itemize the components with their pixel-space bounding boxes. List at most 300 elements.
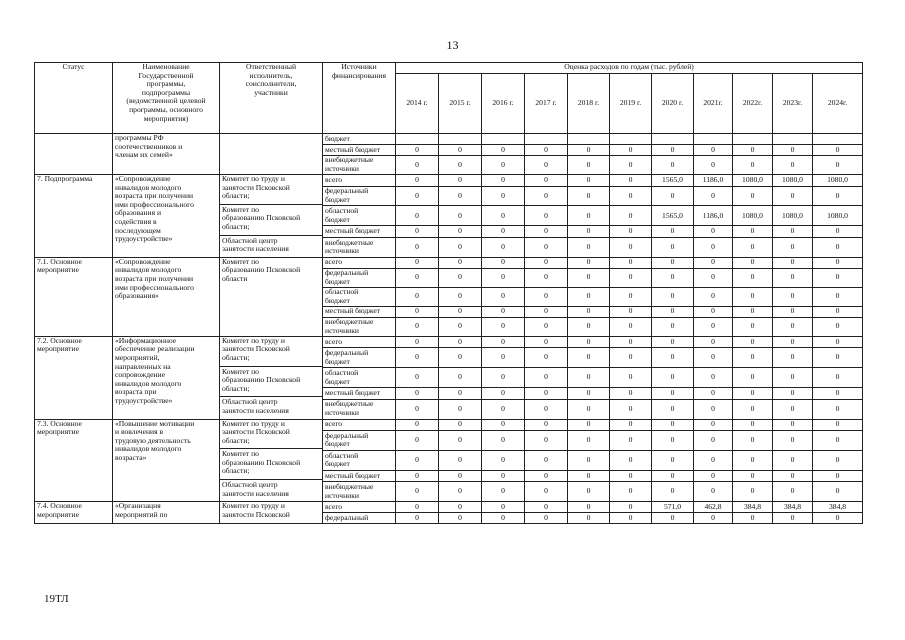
- value-cell: 0: [568, 348, 610, 368]
- value-cell: 0: [396, 431, 439, 451]
- value-cell: 0: [733, 368, 773, 388]
- value-cell: 0: [568, 268, 610, 287]
- value-cell: 0: [482, 348, 525, 368]
- value-cell: 0: [694, 237, 733, 257]
- value-cell: 0: [813, 257, 863, 268]
- value-cell: [482, 134, 525, 145]
- value-cell: 0: [396, 175, 439, 187]
- value-cell: 0: [773, 226, 813, 238]
- responsible-entity: Комитет по труду и занятости Псковской: [222, 501, 290, 519]
- status-cell: 7. Подпрограмма: [35, 175, 113, 258]
- value-cell: 0: [813, 186, 863, 206]
- header-year: 2018 г.: [568, 74, 610, 134]
- responsible-entity: Областной центр занятости населения: [220, 235, 322, 254]
- value-cell: 0: [813, 348, 863, 368]
- value-cell: 1080,0: [733, 206, 773, 226]
- responsible-entity: Комитет по образованию Псковской области;: [220, 366, 322, 394]
- value-cell: 0: [482, 431, 525, 451]
- value-cell: 0: [694, 336, 733, 348]
- value-cell: 0: [652, 388, 694, 400]
- value-cell: 0: [813, 388, 863, 400]
- value-cell: [733, 134, 773, 145]
- value-cell: 0: [568, 388, 610, 400]
- value-cell: 0: [773, 482, 813, 502]
- status-cell: 7.3. Основное мероприятие: [35, 419, 113, 502]
- value-cell: 0: [773, 186, 813, 206]
- value-cell: 0: [652, 513, 694, 524]
- funding-source-cell: областной бюджет: [323, 287, 396, 306]
- program-name-cell: «Сопровождение инвалидов молодого возраста при получении ими профессионального образования»: [113, 257, 220, 336]
- value-cell: 0: [482, 306, 525, 317]
- value-cell: 0: [694, 268, 733, 287]
- value-cell: 0: [733, 348, 773, 368]
- responsible-cell: [220, 336, 323, 419]
- value-cell: 0: [773, 145, 813, 156]
- value-cell: 0: [568, 336, 610, 348]
- value-cell: 0: [733, 257, 773, 268]
- value-cell: 0: [482, 156, 525, 175]
- value-cell: 1080,0: [813, 206, 863, 226]
- value-cell: 0: [610, 470, 652, 482]
- value-cell: 0: [652, 145, 694, 156]
- value-cell: 0: [525, 268, 568, 287]
- value-cell: 1080,0: [813, 175, 863, 187]
- expenditure-table: [34, 62, 863, 524]
- header-source: Источники финансирования: [323, 63, 396, 134]
- value-cell: 0: [525, 287, 568, 306]
- value-cell: 0: [733, 186, 773, 206]
- header-year: 2022г.: [733, 74, 773, 134]
- value-cell: 0: [652, 237, 694, 257]
- value-cell: 0: [652, 257, 694, 268]
- value-cell: 0: [652, 450, 694, 470]
- value-cell: 0: [396, 306, 439, 317]
- value-cell: 0: [396, 156, 439, 175]
- value-cell: 0: [439, 317, 482, 336]
- value-cell: 0: [813, 145, 863, 156]
- value-cell: 0: [733, 287, 773, 306]
- value-cell: 0: [525, 513, 568, 524]
- value-cell: 0: [482, 237, 525, 257]
- value-cell: 0: [610, 399, 652, 419]
- table-row: [35, 257, 863, 268]
- value-cell: 0: [610, 317, 652, 336]
- value-cell: 0: [694, 317, 733, 336]
- value-cell: 0: [482, 450, 525, 470]
- value-cell: 0: [773, 399, 813, 419]
- value-cell: 0: [568, 206, 610, 226]
- value-cell: [813, 134, 863, 145]
- value-cell: 0: [568, 419, 610, 431]
- value-cell: 0: [482, 419, 525, 431]
- value-cell: 0: [482, 470, 525, 482]
- value-cell: 0: [525, 470, 568, 482]
- header-responsible: Ответственный исполнитель, соисполнители, участники: [220, 63, 323, 134]
- value-cell: 0: [396, 317, 439, 336]
- value-cell: 0: [439, 206, 482, 226]
- value-cell: 0: [694, 226, 733, 238]
- value-cell: 0: [813, 237, 863, 257]
- value-cell: 0: [439, 306, 482, 317]
- status-cell: 7.2. Основное мероприятие: [35, 336, 113, 419]
- status-cell: 7.1. Основное мероприятие: [35, 257, 113, 336]
- responsible-entity: Комитет по образованию Псковской области: [222, 257, 301, 283]
- program-name-cell: «Организация мероприятий по: [113, 502, 220, 524]
- value-cell: 0: [610, 450, 652, 470]
- value-cell: 0: [482, 368, 525, 388]
- value-cell: 0: [568, 502, 610, 513]
- value-cell: 0: [525, 186, 568, 206]
- value-cell: 0: [482, 513, 525, 524]
- value-cell: 0: [482, 226, 525, 238]
- funding-source-cell: федеральный бюджет: [323, 348, 396, 368]
- funding-source-cell: федеральный: [323, 513, 396, 524]
- funding-source-cell: всего: [323, 419, 396, 431]
- value-cell: 0: [733, 470, 773, 482]
- value-cell: [652, 134, 694, 145]
- value-cell: 0: [439, 450, 482, 470]
- funding-source-cell: федеральный бюджет: [323, 186, 396, 206]
- value-cell: 0: [396, 450, 439, 470]
- value-cell: 571,0: [652, 502, 694, 513]
- value-cell: 0: [525, 145, 568, 156]
- value-cell: 0: [610, 368, 652, 388]
- value-cell: 0: [773, 470, 813, 482]
- program-name-cell: «Повышение мотивации и вовлечения в трудовую деятельность инвалидов молодого возраста»: [113, 419, 220, 502]
- value-cell: 0: [694, 257, 733, 268]
- value-cell: 0: [694, 419, 733, 431]
- value-cell: 0: [439, 399, 482, 419]
- funding-source-cell: внебюджетные источники: [323, 317, 396, 336]
- value-cell: 0: [396, 268, 439, 287]
- value-cell: 0: [396, 186, 439, 206]
- funding-source-cell: областной бюджет: [323, 206, 396, 226]
- value-cell: 0: [773, 368, 813, 388]
- value-cell: 0: [652, 431, 694, 451]
- value-cell: 0: [813, 431, 863, 451]
- value-cell: 0: [525, 156, 568, 175]
- value-cell: 0: [773, 257, 813, 268]
- value-cell: 0: [813, 317, 863, 336]
- value-cell: 0: [396, 237, 439, 257]
- responsible-entity: Областной центр занятости населения: [220, 396, 322, 415]
- value-cell: 0: [652, 317, 694, 336]
- funding-source-cell: всего: [323, 175, 396, 187]
- status-cell: 7.4. Основное мероприятие: [35, 502, 113, 524]
- value-cell: 1186,0: [694, 175, 733, 187]
- value-cell: 0: [482, 482, 525, 502]
- value-cell: 0: [694, 306, 733, 317]
- value-cell: [694, 134, 733, 145]
- value-cell: 0: [813, 336, 863, 348]
- header-year: 2021г.: [694, 74, 733, 134]
- value-cell: 0: [396, 399, 439, 419]
- value-cell: 0: [439, 175, 482, 187]
- responsible-entity: Комитет по образованию Псковской области;: [220, 448, 322, 476]
- value-cell: 0: [652, 268, 694, 287]
- value-cell: 0: [525, 431, 568, 451]
- funding-source-cell: всего: [323, 502, 396, 513]
- value-cell: 0: [525, 317, 568, 336]
- funding-source-cell: всего: [323, 257, 396, 268]
- value-cell: 0: [813, 287, 863, 306]
- table-row: [35, 175, 863, 187]
- value-cell: 0: [652, 470, 694, 482]
- value-cell: 0: [813, 482, 863, 502]
- value-cell: 0: [733, 226, 773, 238]
- value-cell: [568, 134, 610, 145]
- value-cell: 0: [652, 186, 694, 206]
- value-cell: 0: [439, 145, 482, 156]
- value-cell: 0: [773, 287, 813, 306]
- value-cell: 0: [813, 399, 863, 419]
- value-cell: 384,8: [733, 502, 773, 513]
- value-cell: 0: [733, 156, 773, 175]
- responsible-cell: [220, 257, 323, 336]
- value-cell: 0: [773, 336, 813, 348]
- value-cell: [773, 134, 813, 145]
- value-cell: 0: [482, 175, 525, 187]
- value-cell: 0: [439, 186, 482, 206]
- value-cell: 0: [396, 145, 439, 156]
- value-cell: 0: [610, 206, 652, 226]
- value-cell: 0: [439, 470, 482, 482]
- value-cell: 0: [610, 257, 652, 268]
- value-cell: 0: [482, 502, 525, 513]
- value-cell: 0: [439, 482, 482, 502]
- value-cell: 0: [652, 482, 694, 502]
- value-cell: 0: [482, 317, 525, 336]
- value-cell: 0: [568, 226, 610, 238]
- value-cell: 0: [652, 306, 694, 317]
- value-cell: 0: [525, 399, 568, 419]
- value-cell: 384,8: [773, 502, 813, 513]
- value-cell: 0: [694, 513, 733, 524]
- value-cell: 0: [568, 306, 610, 317]
- funding-source-cell: федеральный бюджет: [323, 431, 396, 451]
- value-cell: 0: [694, 287, 733, 306]
- program-name-cell: «Сопровождение инвалидов молодого возраста при получении ими профессионального образования и содействия в последующем трудоустройстве»: [113, 175, 220, 258]
- value-cell: 0: [610, 388, 652, 400]
- responsible-entity: Комитет по труду и занятости Псковской области;: [222, 174, 290, 201]
- header-estimate: Оценка расходов по годам (тыс. рублей): [396, 63, 863, 74]
- funding-source-cell: внебюджетные источники: [323, 399, 396, 419]
- value-cell: 0: [652, 368, 694, 388]
- value-cell: 0: [610, 268, 652, 287]
- value-cell: 0: [610, 348, 652, 368]
- value-cell: 0: [694, 482, 733, 502]
- page-number: 13: [446, 38, 459, 52]
- value-cell: 0: [733, 306, 773, 317]
- value-cell: 0: [568, 175, 610, 187]
- value-cell: 0: [610, 186, 652, 206]
- value-cell: 0: [694, 431, 733, 451]
- funding-source-cell: местный бюджет: [323, 470, 396, 482]
- value-cell: 1186,0: [694, 206, 733, 226]
- value-cell: 0: [694, 470, 733, 482]
- funding-source-cell: федеральный бюджет: [323, 268, 396, 287]
- value-cell: 0: [773, 317, 813, 336]
- value-cell: 1565,0: [652, 206, 694, 226]
- value-cell: 0: [396, 348, 439, 368]
- value-cell: 0: [525, 419, 568, 431]
- value-cell: 0: [733, 145, 773, 156]
- value-cell: 0: [813, 156, 863, 175]
- value-cell: 0: [439, 348, 482, 368]
- value-cell: 0: [610, 419, 652, 431]
- value-cell: 0: [733, 317, 773, 336]
- value-cell: 0: [525, 450, 568, 470]
- header-year: 2014 г.: [396, 74, 439, 134]
- value-cell: 0: [652, 287, 694, 306]
- value-cell: 0: [694, 388, 733, 400]
- value-cell: 0: [482, 206, 525, 226]
- value-cell: 0: [568, 317, 610, 336]
- funding-source-cell: всего: [323, 336, 396, 348]
- value-cell: 0: [439, 226, 482, 238]
- value-cell: 0: [439, 237, 482, 257]
- document-code: 19ТЛ: [44, 593, 69, 605]
- value-cell: 0: [439, 156, 482, 175]
- value-cell: 0: [439, 419, 482, 431]
- value-cell: 0: [525, 175, 568, 187]
- value-cell: 0: [568, 145, 610, 156]
- responsible-entity: Комитет по труду и занятости Псковской области;: [222, 336, 290, 362]
- value-cell: 0: [610, 175, 652, 187]
- value-cell: 0: [610, 156, 652, 175]
- value-cell: 0: [525, 336, 568, 348]
- value-cell: 0: [652, 419, 694, 431]
- value-cell: 0: [773, 268, 813, 287]
- header-year: 2016 г.: [482, 74, 525, 134]
- value-cell: 0: [439, 431, 482, 451]
- value-cell: [396, 134, 439, 145]
- value-cell: 0: [652, 336, 694, 348]
- funding-source-cell: местный бюджет: [323, 388, 396, 400]
- value-cell: 0: [568, 287, 610, 306]
- value-cell: 0: [439, 502, 482, 513]
- value-cell: 0: [396, 482, 439, 502]
- value-cell: 0: [733, 482, 773, 502]
- value-cell: 0: [396, 419, 439, 431]
- funding-source-cell: областной бюджет: [323, 368, 396, 388]
- value-cell: 0: [396, 513, 439, 524]
- value-cell: 0: [396, 226, 439, 238]
- funding-source-cell: внебюджетные источники: [323, 482, 396, 502]
- value-cell: 1080,0: [773, 175, 813, 187]
- header-year: 2020 г.: [652, 74, 694, 134]
- table-row: [35, 419, 863, 431]
- value-cell: 0: [568, 513, 610, 524]
- value-cell: 0: [813, 268, 863, 287]
- value-cell: 0: [439, 336, 482, 348]
- funding-source-cell: местный бюджет: [323, 145, 396, 156]
- value-cell: 0: [773, 419, 813, 431]
- value-cell: 0: [733, 388, 773, 400]
- value-cell: 0: [568, 470, 610, 482]
- responsible-cell: [220, 175, 323, 258]
- value-cell: 0: [733, 450, 773, 470]
- value-cell: 0: [733, 513, 773, 524]
- value-cell: 0: [396, 287, 439, 306]
- value-cell: 0: [773, 156, 813, 175]
- value-cell: 0: [773, 306, 813, 317]
- value-cell: 0: [694, 450, 733, 470]
- value-cell: 0: [439, 368, 482, 388]
- value-cell: 0: [610, 306, 652, 317]
- value-cell: 0: [482, 257, 525, 268]
- value-cell: 0: [652, 399, 694, 419]
- value-cell: 0: [694, 348, 733, 368]
- header-name: Наименование Государственной программы, подпрограммы (ведомственной целевой программы, основного мероприятия): [113, 63, 220, 134]
- value-cell: 0: [525, 368, 568, 388]
- responsible-entity: Областной центр занятости населения: [220, 479, 322, 498]
- funding-source-cell: местный бюджет: [323, 226, 396, 238]
- value-cell: 0: [482, 399, 525, 419]
- value-cell: 0: [733, 399, 773, 419]
- value-cell: 0: [813, 306, 863, 317]
- value-cell: 0: [610, 226, 652, 238]
- value-cell: 0: [610, 482, 652, 502]
- value-cell: 0: [396, 336, 439, 348]
- value-cell: 1080,0: [773, 206, 813, 226]
- value-cell: 0: [568, 450, 610, 470]
- value-cell: 0: [396, 257, 439, 268]
- value-cell: 0: [773, 348, 813, 368]
- value-cell: 0: [652, 348, 694, 368]
- value-cell: 0: [733, 419, 773, 431]
- value-cell: 0: [568, 237, 610, 257]
- value-cell: 0: [652, 156, 694, 175]
- value-cell: 0: [813, 368, 863, 388]
- value-cell: 0: [773, 237, 813, 257]
- value-cell: 0: [813, 419, 863, 431]
- status-cell: [35, 134, 113, 175]
- value-cell: 0: [733, 336, 773, 348]
- header-year: 2019 г.: [610, 74, 652, 134]
- value-cell: 0: [568, 431, 610, 451]
- value-cell: 0: [773, 513, 813, 524]
- responsible-cell: [220, 502, 323, 524]
- value-cell: 0: [525, 502, 568, 513]
- value-cell: 0: [525, 226, 568, 238]
- table-row: [35, 502, 863, 513]
- value-cell: 1565,0: [652, 175, 694, 187]
- value-cell: 0: [439, 287, 482, 306]
- funding-source-cell: внебюджетные источники: [323, 156, 396, 175]
- value-cell: 0: [694, 156, 733, 175]
- value-cell: 0: [396, 368, 439, 388]
- value-cell: 0: [610, 237, 652, 257]
- responsible-cell: [220, 134, 323, 175]
- value-cell: 384,8: [813, 502, 863, 513]
- value-cell: 0: [396, 502, 439, 513]
- value-cell: 0: [610, 287, 652, 306]
- responsible-entity: Комитет по образованию Псковской области;: [220, 204, 322, 232]
- table-row: [35, 134, 863, 145]
- value-cell: 0: [525, 306, 568, 317]
- value-cell: 0: [813, 470, 863, 482]
- value-cell: 462,8: [694, 502, 733, 513]
- value-cell: 0: [610, 145, 652, 156]
- program-name-cell: «Информационное обеспечение реализации мероприятий, направленных на сопровождение инвалидов молодого возраста при трудоустройстве»: [113, 336, 220, 419]
- responsible-entity: Комитет по труду и занятости Псковской области;: [222, 419, 290, 445]
- funding-source-cell: бюджет: [323, 134, 396, 145]
- table-row: [35, 336, 863, 348]
- value-cell: 0: [813, 513, 863, 524]
- value-cell: 0: [813, 450, 863, 470]
- value-cell: 0: [482, 186, 525, 206]
